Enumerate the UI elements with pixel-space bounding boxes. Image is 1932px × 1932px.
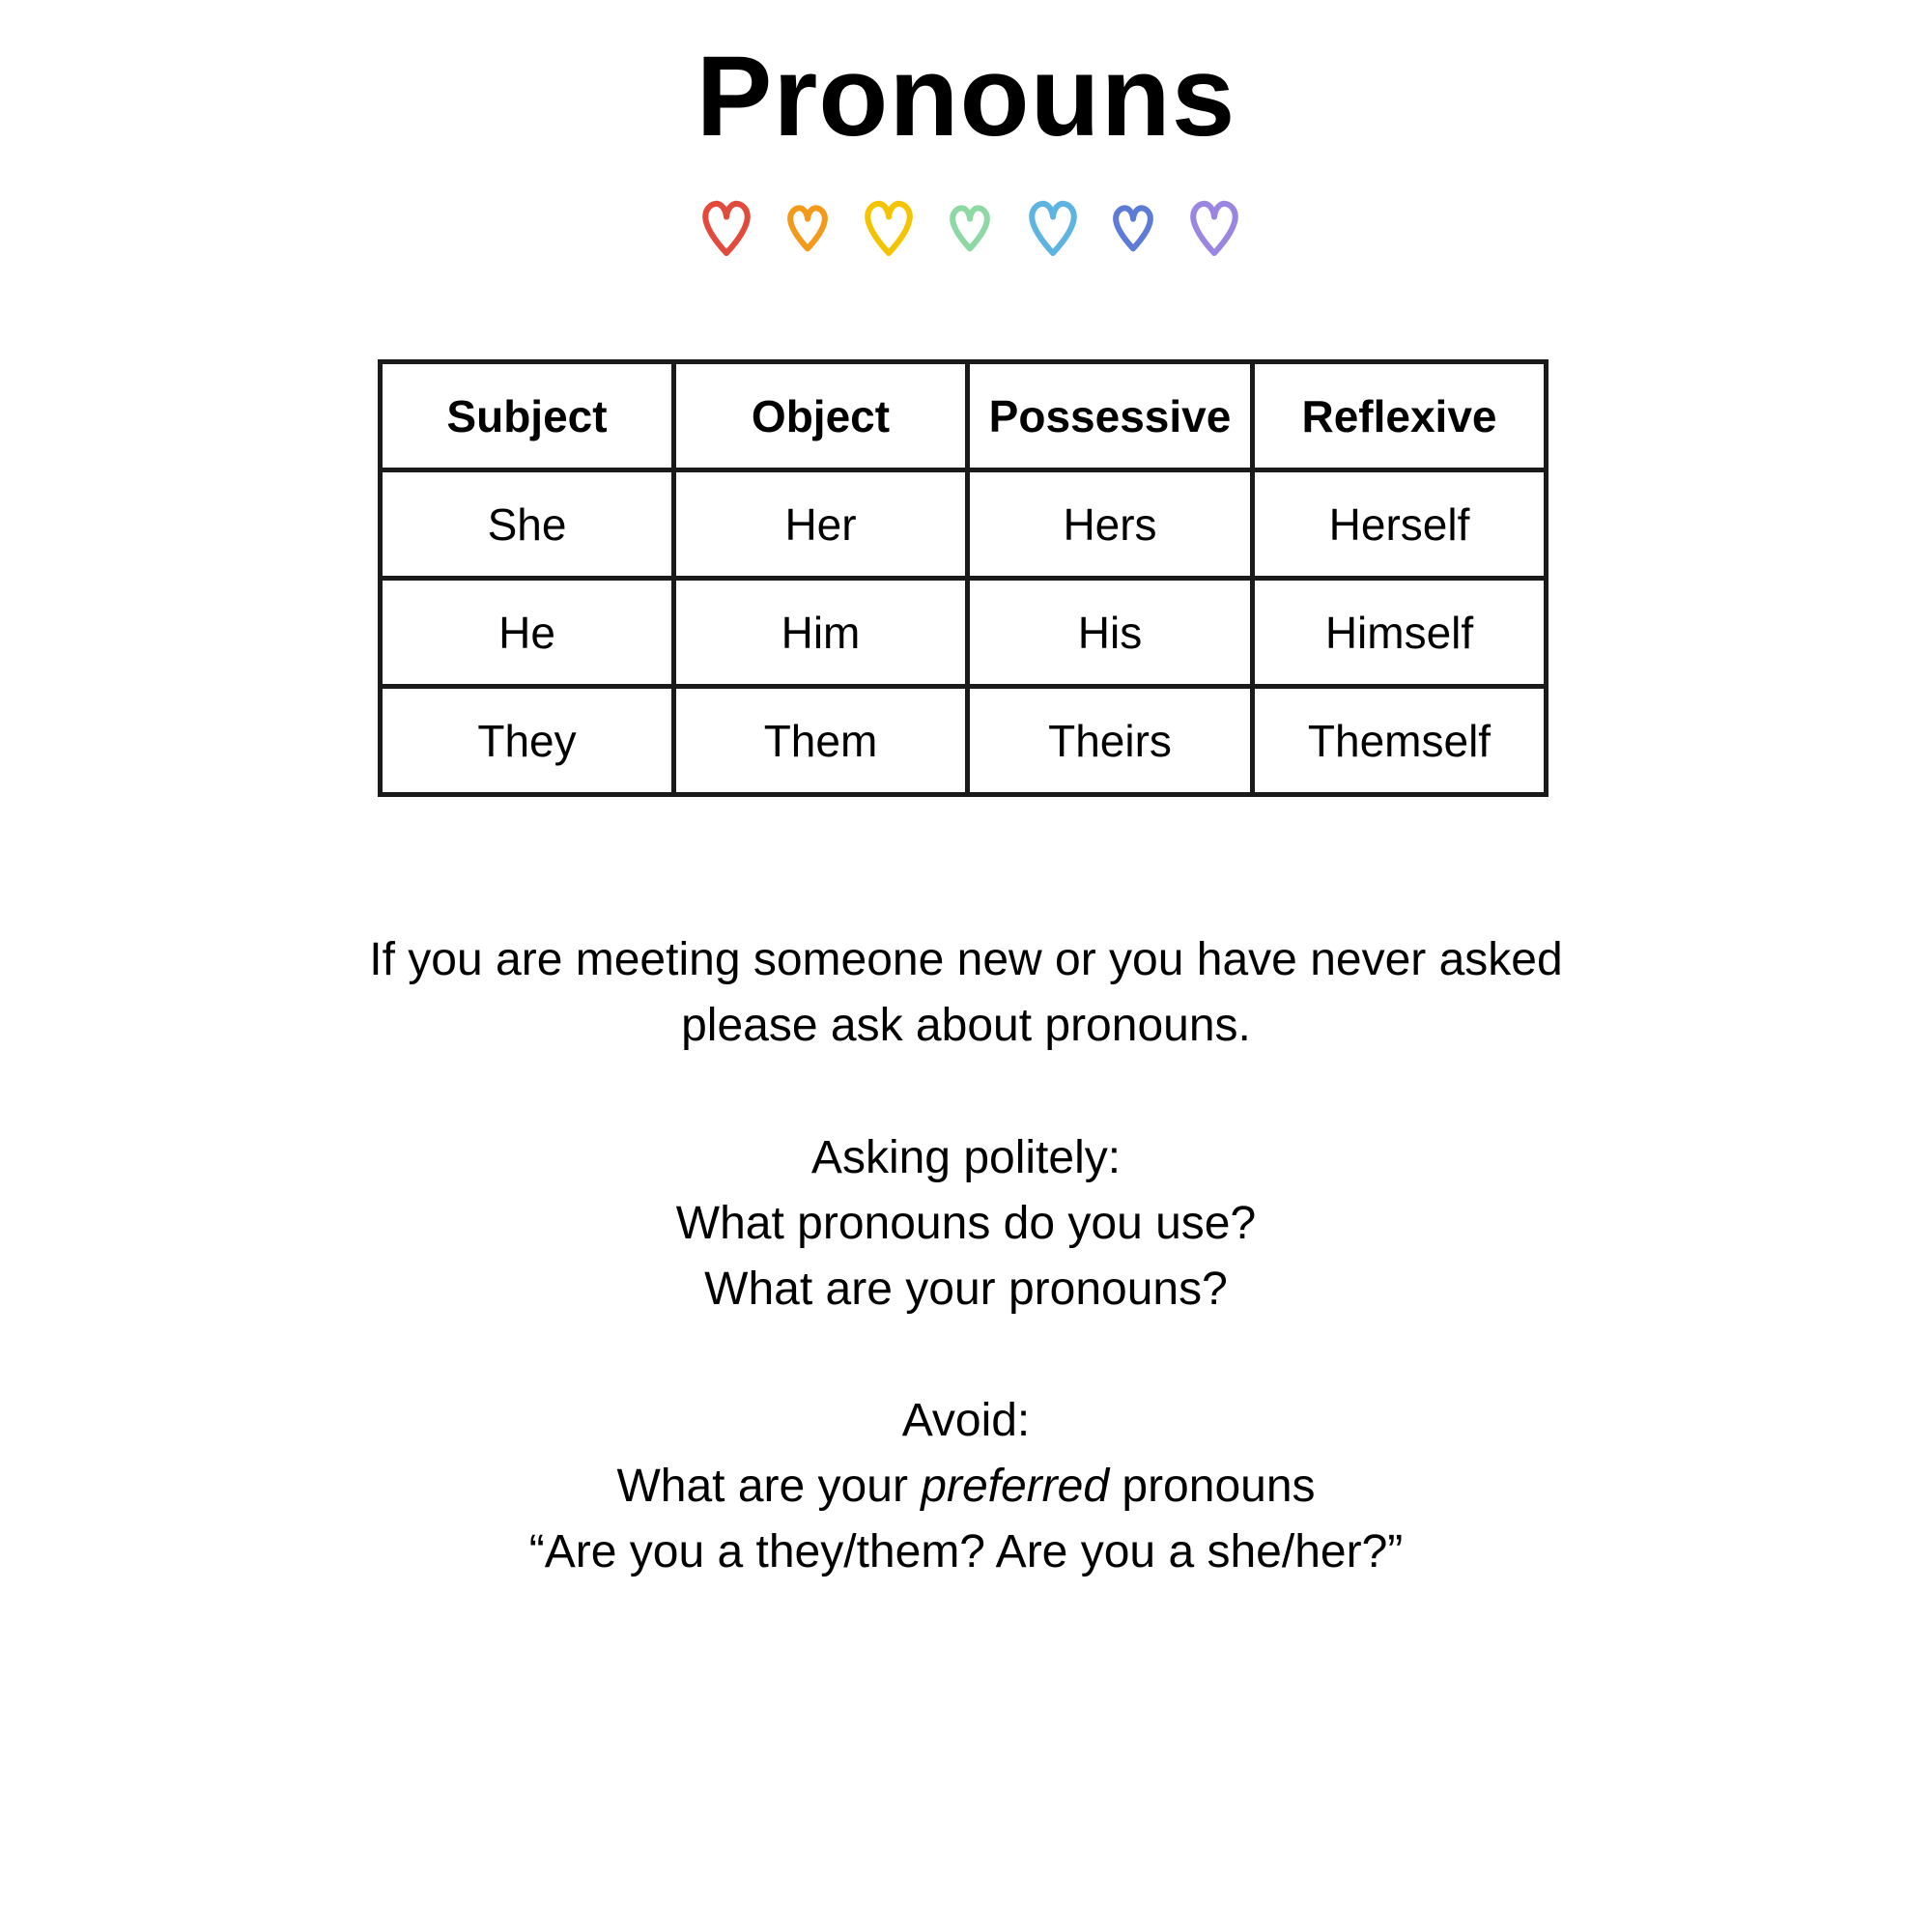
table-row bbox=[381, 579, 1547, 687]
table-row bbox=[381, 687, 1547, 795]
asking-politely-section bbox=[0, 1125, 1932, 1322]
avoid-heading: Avoid: bbox=[901, 1395, 1031, 1446]
table-cell: They bbox=[381, 687, 674, 795]
heart-outline-icon bbox=[1193, 204, 1236, 253]
intro-paragraph bbox=[0, 927, 1932, 1059]
column-header-reflexive: Reflexive bbox=[1253, 362, 1547, 470]
pronoun-table bbox=[378, 359, 1548, 797]
heart-outline-icon bbox=[1032, 204, 1074, 253]
table-cell: Herself bbox=[1253, 470, 1547, 579]
heart-outline-icon bbox=[867, 204, 910, 253]
heart-outline-icon bbox=[1116, 208, 1151, 248]
avoid-emphasis: preferred bbox=[921, 1461, 1110, 1512]
column-header-subject: Subject bbox=[381, 362, 674, 470]
heart-outline-icon bbox=[790, 208, 825, 248]
avoid-section bbox=[0, 1388, 1932, 1585]
asking-heading: Asking politely: bbox=[810, 1132, 1122, 1183]
page-title: Pronouns bbox=[696, 33, 1236, 160]
heart-outline-icon bbox=[705, 204, 748, 253]
avoid-text: pronouns bbox=[1109, 1461, 1316, 1512]
heart-outline-icon bbox=[952, 208, 987, 248]
column-header-possessive: Possessive bbox=[968, 362, 1253, 470]
table-row bbox=[381, 470, 1547, 579]
table-cell: Him bbox=[674, 579, 968, 687]
table-header-row bbox=[381, 362, 1547, 470]
table-cell: Themself bbox=[1253, 687, 1547, 795]
asking-example: What are your pronouns? bbox=[704, 1264, 1228, 1315]
column-header-object: Object bbox=[674, 362, 968, 470]
avoid-example bbox=[0, 1454, 1932, 1520]
intro-line: If you are meeting someone new or you have never asked bbox=[369, 934, 1563, 985]
table-cell: She bbox=[381, 470, 674, 579]
heart-row bbox=[0, 193, 1932, 270]
rainbow-hearts bbox=[0, 193, 1932, 270]
table-cell: He bbox=[381, 579, 674, 687]
table-cell: Hers bbox=[968, 470, 1253, 579]
table-cell: Her bbox=[674, 470, 968, 579]
avoid-text: What are your bbox=[616, 1461, 922, 1512]
table-cell: His bbox=[968, 579, 1253, 687]
table-cell: Them bbox=[674, 687, 968, 795]
intro-line: please ask about pronouns. bbox=[681, 1000, 1251, 1051]
table-cell: Himself bbox=[1253, 579, 1547, 687]
asking-example: What pronouns do you use? bbox=[675, 1198, 1257, 1249]
table-cell: Theirs bbox=[968, 687, 1253, 795]
avoid-example: “Are you a they/them? Are you a she/her?” bbox=[528, 1526, 1404, 1577]
